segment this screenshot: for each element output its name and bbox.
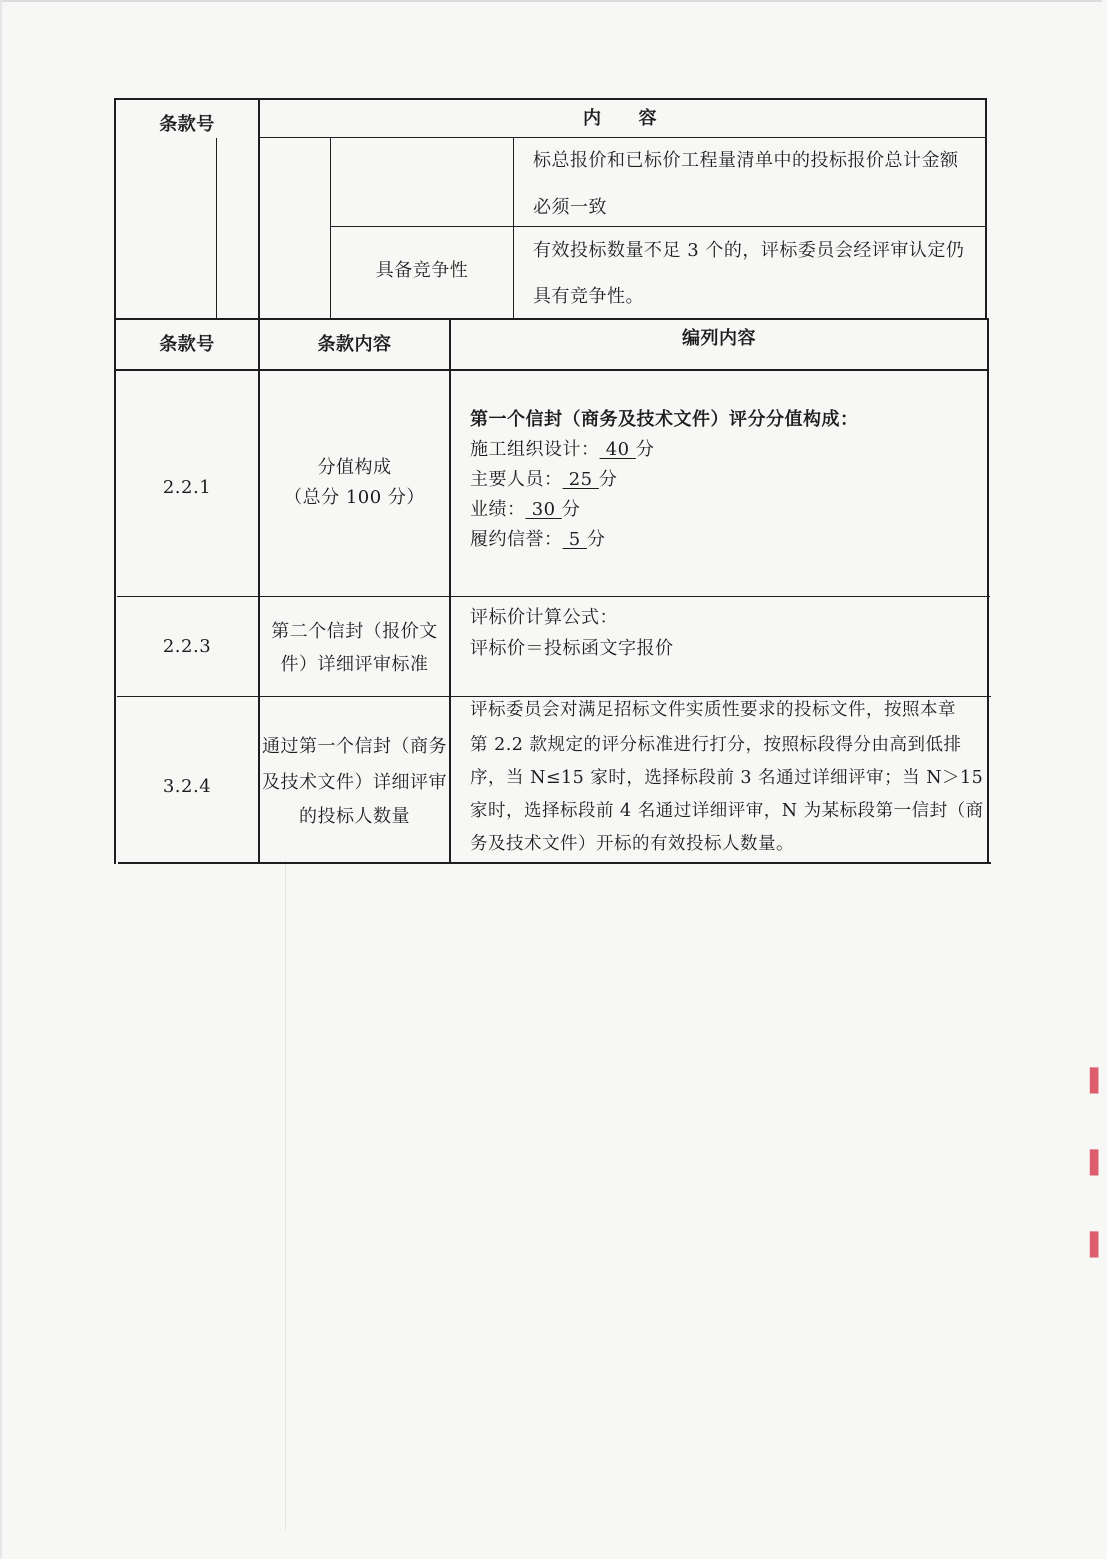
- score-composition-heading: 第一个信封（商务及技术文件）评分分值构成：: [470, 409, 859, 430]
- table-border: [116, 369, 989, 371]
- seal-fragment: ▌: [1090, 1232, 1107, 1258]
- formula-text: 评标价＝投标函文字报价: [470, 638, 674, 659]
- table-border: [114, 318, 989, 320]
- table-border: [330, 226, 987, 227]
- table-border: [330, 138, 331, 320]
- evaluation-rule-text: 序，当 N≤15 家时，选择标段前 3 名通过详细评审；当 N＞15: [470, 768, 984, 788]
- clause-number: 2.2.1: [162, 477, 212, 498]
- evaluation-rule-text: 评标委员会对满足招标文件实质性要求的投标文件，按照本章: [470, 700, 956, 720]
- clause-number: 2.2.3: [162, 636, 212, 657]
- header-compiled-content: 编列内容: [682, 328, 756, 349]
- header-clause-number: 条款号: [159, 334, 215, 355]
- score-value: 25: [562, 469, 599, 490]
- continued-requirement-text: 必须一致: [533, 197, 607, 218]
- competitiveness-text: 有效投标数量不足 3 个的，评标委员会经评审认定仍: [533, 240, 965, 261]
- table-border: [114, 98, 987, 100]
- table-border: [513, 138, 514, 320]
- table-border: [216, 138, 217, 320]
- evaluation-rule-text: 第 2.2 款规定的评分标准进行打分，按照标段得分由高到低排: [470, 735, 962, 755]
- clause-title: 第二个信封（报价文: [271, 621, 438, 642]
- competitiveness-text: 具有竞争性。: [533, 286, 644, 307]
- score-value: 40: [599, 439, 636, 460]
- score-item: 业绩： 30 分: [470, 499, 581, 520]
- table-border: [117, 596, 990, 597]
- score-item: 施工组织设计： 40 分: [470, 439, 655, 460]
- clause-title: 及技术文件）详细评审: [262, 772, 447, 793]
- table-border: [987, 318, 989, 864]
- table-border: [258, 98, 260, 320]
- seal-fragment: ▌: [1090, 1068, 1107, 1094]
- score-item: 主要人员： 25 分: [470, 469, 618, 490]
- score-value: 30: [525, 499, 562, 520]
- table-border: [449, 318, 451, 864]
- evaluation-rule-text: 务及技术文件）开标的有效投标人数量。: [470, 834, 794, 854]
- clause-title: 的投标人数量: [299, 806, 410, 827]
- scan-fold-line: [285, 860, 286, 1530]
- clause-number: 3.2.4: [162, 776, 212, 797]
- score-item: 履约信誉： 5 分: [470, 529, 606, 550]
- header-content: 内 容: [583, 108, 657, 129]
- header-clause-content: 条款内容: [317, 334, 392, 355]
- clause-title: 分值构成: [317, 457, 392, 478]
- clause-title: 件）详细评审标准: [280, 654, 429, 675]
- evaluation-rule-text: 家时，选择标段前 4 名通过详细评审，N 为某标段第一信封（商: [470, 801, 984, 821]
- table-border: [118, 862, 991, 864]
- seal-fragment: ▌: [1090, 1150, 1107, 1176]
- continued-requirement-text: 标总报价和已标价工程量清单中的投标报价总计金额: [533, 150, 959, 171]
- score-value: 5: [562, 529, 587, 550]
- clause-title: （总分 100 分）: [284, 487, 425, 508]
- competitiveness-label: 具备竞争性: [375, 260, 469, 281]
- formula-label: 评标价计算公式：: [470, 607, 618, 628]
- table-border: [258, 137, 987, 138]
- header-clause-number: 条款号: [159, 114, 215, 135]
- clause-title: 通过第一个信封（商务: [262, 736, 447, 757]
- table-border: [985, 98, 987, 320]
